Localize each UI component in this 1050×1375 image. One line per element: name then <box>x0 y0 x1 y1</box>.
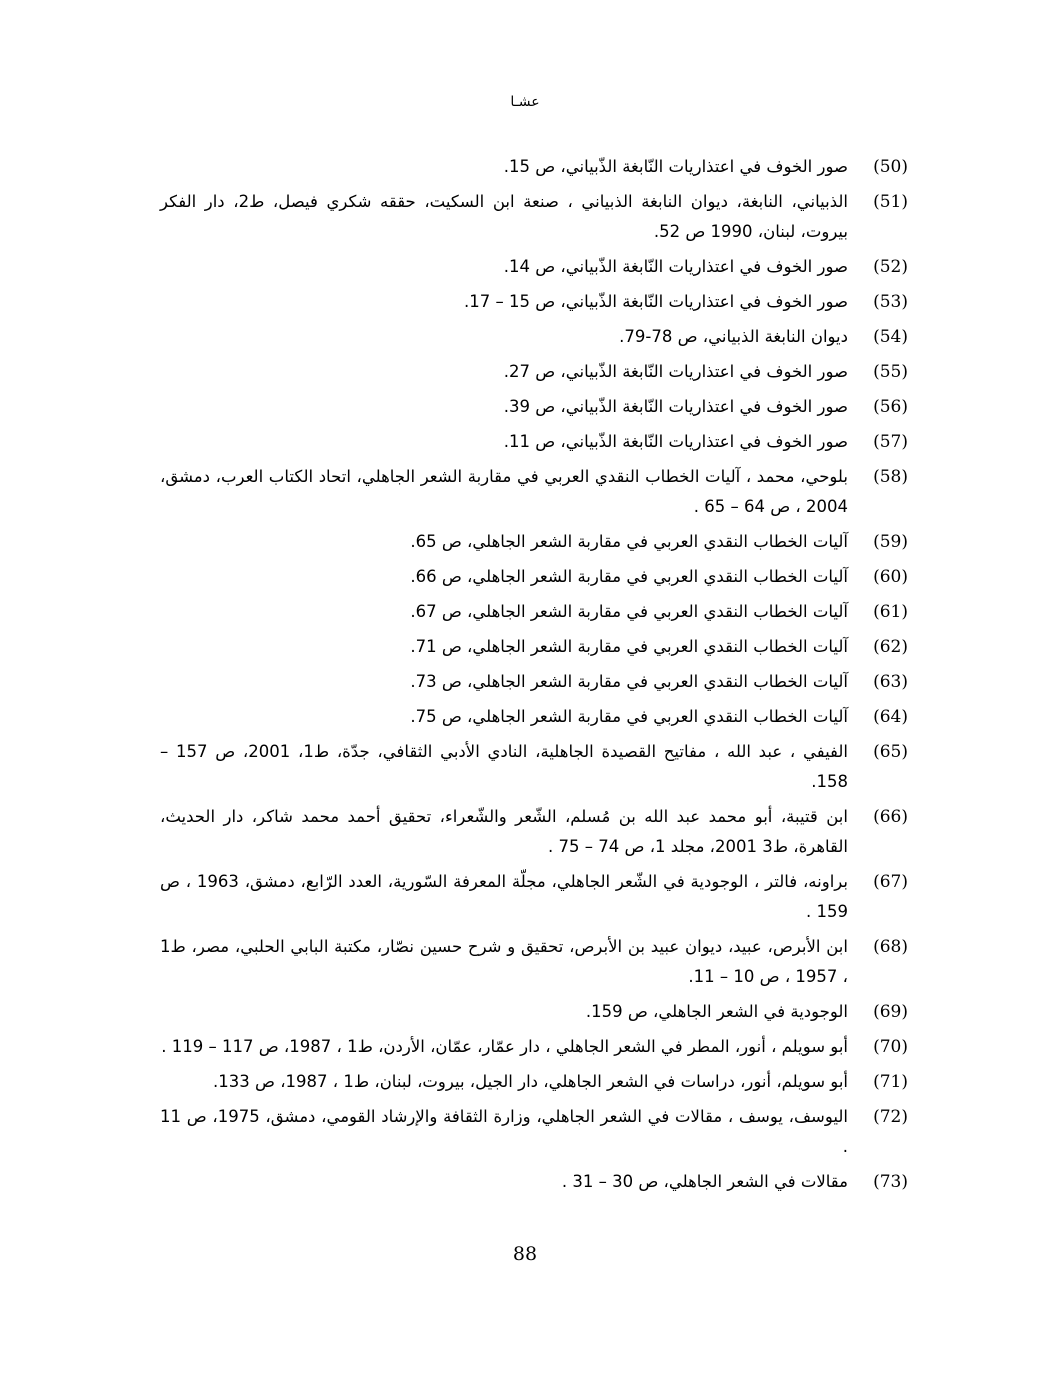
footnote-number: (53) <box>873 292 908 312</box>
footnote-text: اليوسف، يوسف ، مقالات في الشعر الجاهلي، وزارة الثقافة والإرشاد القومي، دمشق، 1975، ص 11 . <box>160 1107 848 1156</box>
footnote-item <box>160 357 908 387</box>
footnote-item <box>160 932 908 992</box>
footnote-number: (65) <box>873 742 908 762</box>
footnote-number: (62) <box>873 637 908 657</box>
footnote-text: ابن الأبرص، عبيد، ديوان عبيد بن الأبرص، تحقيق و شرح حسين نصّار، مكتبة البابي الحلبي، مصر، ط1 ، 1957 ، ص 10 – 11. <box>160 937 848 986</box>
footnote-text: مقالات في الشعر الجاهلي، ص 30 – 31 . <box>561 1172 848 1191</box>
footnote-text: آليات الخطاب النقدي العربي في مقاربة الشعر الجاهلي، ص 73. <box>410 672 848 691</box>
footnote-number: (72) <box>873 1107 908 1127</box>
footnote-text: صور الخوف في اعتذاريات النّابغة الذّبياني، ص 14. <box>503 257 848 276</box>
footnote-text: براونه، فالتر ، الوجودية في الشّعر الجاهلي، مجلّة المعرفة السّورية، العدد الرّابع، دمشق، 1963 ، ص 159 . <box>160 872 848 921</box>
footnote-number: (69) <box>873 1002 908 1022</box>
footnote-number: (61) <box>873 602 908 622</box>
footnote-item <box>160 392 908 422</box>
footnote-text: الفيفي ، عبد الله ، مفاتيح القصيدة الجاهلية، النادي الأدبي الثقافي، جدّة، ط1، 2001، ص 157 – 158. <box>160 742 849 791</box>
footnote-number: (71) <box>873 1072 908 1092</box>
footnote-number: (68) <box>873 937 908 957</box>
footnote-item <box>160 152 908 182</box>
footnote-number: (57) <box>873 432 908 452</box>
footnote-item <box>160 462 908 522</box>
footnote-number: (50) <box>873 157 908 177</box>
footnote-number: (66) <box>873 807 908 827</box>
footnote-text: آليات الخطاب النقدي العربي في مقاربة الشعر الجاهلي، ص 67. <box>410 602 848 621</box>
footnote-text: آليات الخطاب النقدي العربي في مقاربة الشعر الجاهلي، ص 65. <box>410 532 848 551</box>
footnote-text: أبو سويلم ، أنور، المطر في الشعر الجاهلي ، دار عمّار، عمّان، الأردن، ط1 ، 1987، ص 117 – 119 . <box>161 1037 848 1056</box>
footnote-item <box>160 1067 908 1097</box>
footnote-item <box>160 802 908 862</box>
footnote-text: الذبياني، النابغة، ديوان النابغة الذبياني ، صنعة ابن السكيت، حققه شكري فيصل، ط2، دار الفكر بيروت، لبنان، 1990 ص 52. <box>160 192 849 241</box>
footnote-text: صور الخوف في اعتذاريات النّابغة الذّبياني، ص 11. <box>503 432 848 451</box>
running-header: عشـا <box>510 94 540 110</box>
footnote-item <box>160 702 908 732</box>
footnote-item <box>160 867 908 927</box>
footnote-number: (52) <box>873 257 908 277</box>
footnote-list <box>160 152 908 1202</box>
footnote-item <box>160 597 908 627</box>
footnote-text: الوجودية في الشعر الجاهلي، ص 159. <box>585 1002 848 1021</box>
footnote-number: (70) <box>873 1037 908 1057</box>
page-number: 88 <box>512 1243 538 1265</box>
footnote-number: (59) <box>873 532 908 552</box>
footnote-text: آليات الخطاب النقدي العربي في مقاربة الشعر الجاهلي، ص 66. <box>410 567 848 586</box>
footnote-text: صور الخوف في اعتذاريات النّابغة الذّبياني، ص 39. <box>503 397 848 416</box>
footnote-number: (54) <box>873 327 908 347</box>
footnote-item <box>160 527 908 557</box>
footnote-number: (67) <box>873 872 908 892</box>
footnote-number: (55) <box>873 362 908 382</box>
footnote-number: (64) <box>873 707 908 727</box>
footnote-item <box>160 1032 908 1062</box>
footnote-item <box>160 1167 908 1197</box>
footnote-item <box>160 632 908 662</box>
footnote-number: (63) <box>873 672 908 692</box>
footnote-item <box>160 252 908 282</box>
footnote-text: آليات الخطاب النقدي العربي في مقاربة الشعر الجاهلي، ص 71. <box>410 637 848 656</box>
footnote-number: (73) <box>873 1172 908 1192</box>
footnote-text: آليات الخطاب النقدي العربي في مقاربة الشعر الجاهلي، ص 75. <box>410 707 848 726</box>
footnote-text: ابن قتيبة، أبو محمد عبد الله بن مُسلم، الشّعر والشّعراء، تحقيق أحمد محمد شاكر، دار الحديث، القاهرة، ط3 2001، مجلد 1، ص 74 – 75 . <box>160 807 848 856</box>
footnote-number: (56) <box>873 397 908 417</box>
footnote-item <box>160 187 908 247</box>
footnote-number: (51) <box>873 192 908 212</box>
footnote-item <box>160 737 908 797</box>
footnote-text: ديوان النابغة الذبياني، ص 78-79. <box>619 327 848 346</box>
footnote-item <box>160 1102 908 1162</box>
footnote-item <box>160 997 908 1027</box>
footnote-text: أبو سويلم، أنور، دراسات في الشعر الجاهلي، دار الجيل، بيروت، لبنان، ط1 ، 1987، ص 133. <box>213 1072 848 1091</box>
footnote-item <box>160 427 908 457</box>
footnote-item <box>160 667 908 697</box>
footnote-text: صور الخوف في اعتذاريات النّابغة الذّبياني، ص 27. <box>503 362 848 381</box>
footnote-text: بلوحي، محمد ، آليات الخطاب النقدي العربي في مقاربة الشعر الجاهلي، اتحاد الكتاب العرب، دمشق، 2004 ، ص 64 – 65 . <box>160 467 848 516</box>
footnote-item <box>160 562 908 592</box>
footnote-text: صور الخوف في اعتذاريات النّابغة الذّبياني، ص 15 – 17. <box>463 292 848 311</box>
footnote-number: (58) <box>873 467 908 487</box>
footnote-number: (60) <box>873 567 908 587</box>
footnote-item <box>160 287 908 317</box>
footnote-text: صور الخوف في اعتذاريات النّابغة الذّبياني، ص 15. <box>503 157 848 176</box>
footnote-item <box>160 322 908 352</box>
